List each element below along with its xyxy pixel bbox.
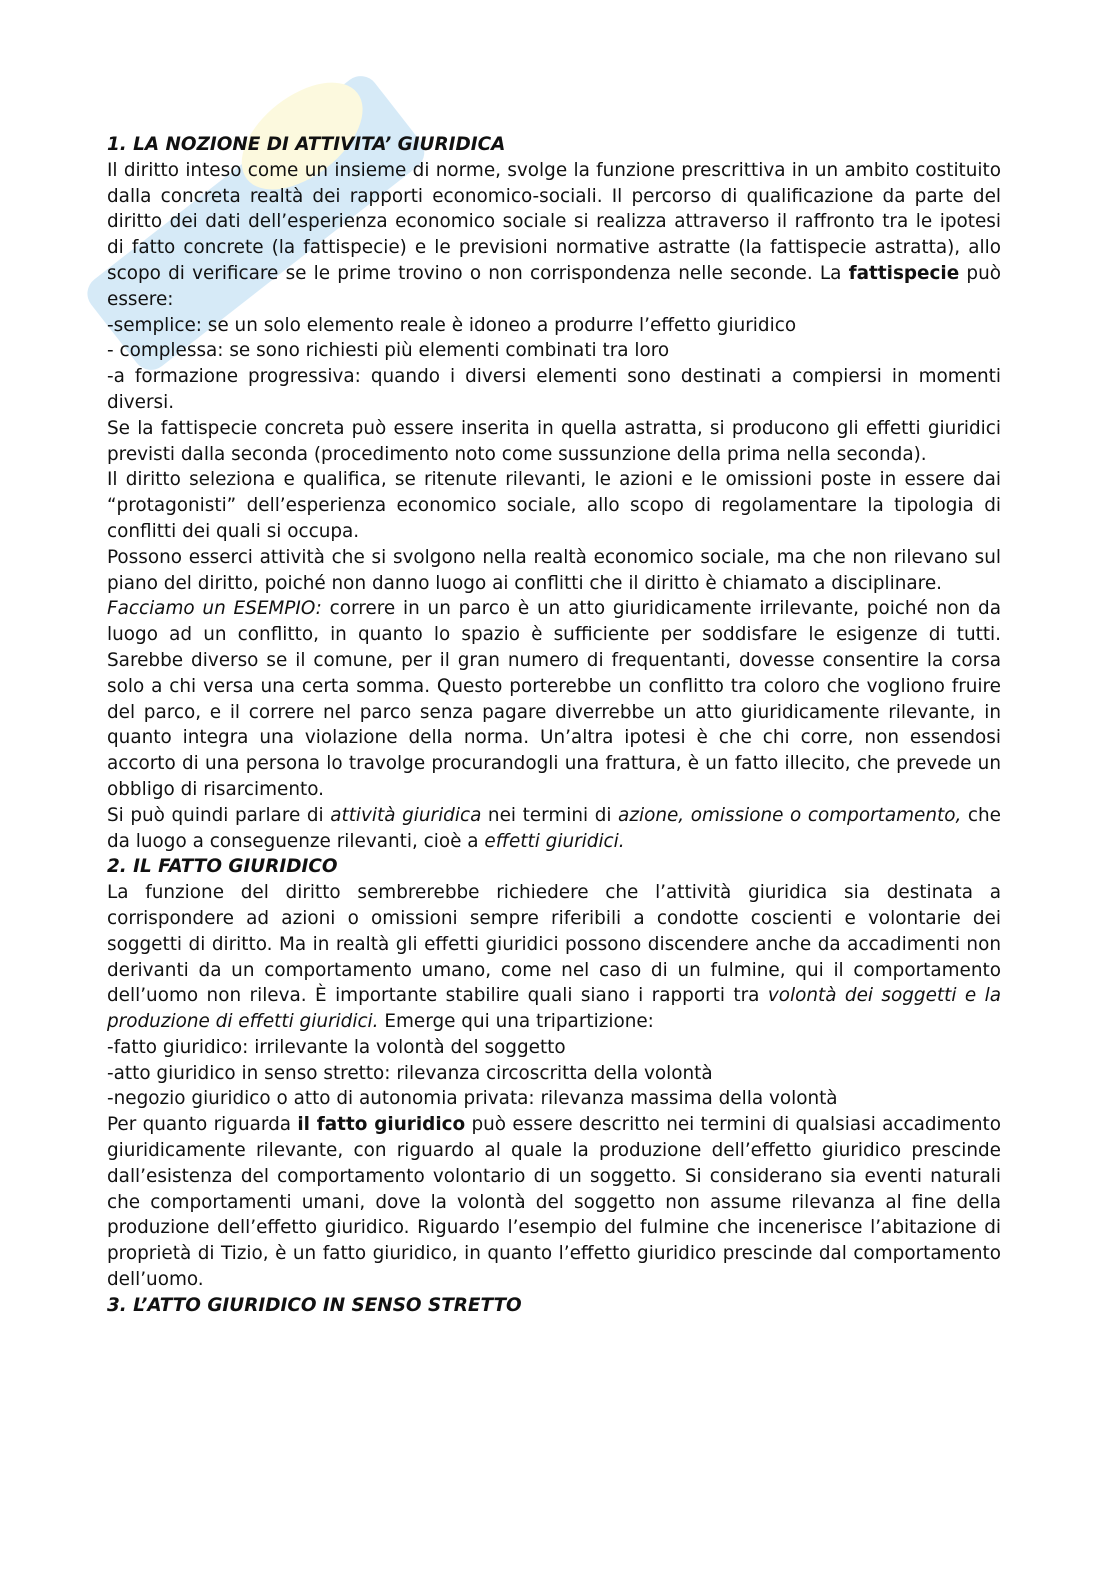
- fattispecie-list-item: -a formazione progressiva: quando i diversi elementi sono destinati a compiersi in momenti diversi.: [107, 366, 1001, 413]
- tripartizione-list-item: -negozio giuridico o atto di autonomia privata: rilevanza massima della volontà: [107, 1088, 838, 1110]
- section-2-paragraph-1: La funzione del diritto sembrerebbe richiedere che l’attività giuridica sia destinata a corrispondere ad azioni o omissioni sempre riferibili a condotte coscienti e volontarie dei soggetti di diritto. Ma in realtà gli effetti giuridici possono discendere anche da accadimenti non derivanti da un comportamento umano, come nel caso di un fulmine, qui il comportamento dell’uomo non rileva. È importante stabilire quali siano i rapporti tra volontà dei soggetti e la produzione di effetti giuridici. Emerge qui una tripartizione:: [107, 882, 1001, 1033]
- section-1-example: Facciamo un ESEMPIO: correre in un parco è un atto giuridicamente irrilevante, poiché non da luogo ad un conflitto, in quanto lo spazio è sufficiente per soddisfare le esigenze di tutti. Sarebbe diverso se il comune, per il gran numero di frequentanti, dovesse consentire la corsa solo a chi versa una certa somma. Questo porterebbe un conflitto tra coloro che vogliono fruire del parco, e il correre nel parco senza pagare diverrebbe un atto giuridicamente rilevante, in quanto integra una violazione della norma. Un’altra ipotesi è che chi corre, non essendosi accorto di una persona lo travolge procurandogli una frattura, è un fatto illecito, che prevede un obbligo di risarcimento.: [107, 598, 1001, 800]
- section-2-paragraph-2: Per quanto riguarda il fatto giuridico può essere descritto nei termini di qualsiasi accadimento giuridicamente rilevante, con riguardo al quale la produzione dell’effetto giuridico prescinde dall’esistenza del comportamento volontario di un soggetto. Si considerano sia eventi naturali che comportamenti umani, dove la volontà del soggetto non assume rilevanza al fine della produzione dell’effetto giuridico. Riguardo l’esempio del fulmine che incenerisce l’abitazione di proprietà di Tizio, è un fatto giuridico, in quanto l’effetto giuridico prescinde dal comportamento dell’uomo.: [107, 1114, 1001, 1291]
- tripartizione-list-item: -fatto giuridico: irrilevante la volontà del soggetto: [107, 1036, 566, 1058]
- section-1-paragraph-1: Il diritto inteso come un insieme di norme, svolge la funzione prescrittiva in un ambito costituito dalla concreta realtà dei rapporti economico-sociali. Il percorso di qualificazione da parte del diritto dei dati dell’esperienza economico sociale si realizza attraverso il raffronto tra le ipotesi di fatto concrete (la fattispecie) e le previsioni normative astratte (la fattispecie astratta), allo scopo di verificare se le prime trovino o non corrispondenza nelle seconde. La fattispecie può essere:: [107, 159, 1001, 310]
- section-1-paragraph-2: Se la fattispecie concreta può essere inserita in quella astratta, si producono gli effetti giuridici previsti dalla seconda (procedimento noto come sussunzione della prima nella seconda).: [107, 417, 1001, 465]
- tripartizione-list-item: -atto giuridico in senso stretto: rilevanza circoscritta della volontà: [107, 1062, 713, 1084]
- section-1-paragraph-3: Il diritto seleziona e qualifica, se ritenute rilevanti, le azioni e le omissioni poste in essere dai “protagonisti” dell’esperienza economico sociale, allo scopo di regolamentare la tipologia di conflitti dei quali si occupa.: [107, 469, 1001, 542]
- fattispecie-list-item: - complessa: se sono richiesti più elementi combinati tra loro: [107, 340, 670, 362]
- document-body: [107, 132, 1001, 1319]
- section-1-conclusion: Si può quindi parlare di attività giuridica nei termini di azione, omissione o comportamento, che da luogo a conseguenze rilevanti, cioè a effetti giuridici.: [107, 804, 1001, 852]
- fattispecie-list-item: -semplice: se un solo elemento reale è idoneo a produrre l’effetto giuridico: [107, 314, 797, 336]
- section-1-heading: 1. LA NOZIONE DI ATTIVITA’ GIURIDICA: [107, 134, 506, 155]
- section-1-paragraph-4: Possono esserci attività che si svolgono nella realtà economico sociale, ma che non rilevano sul piano del diritto, poiché non danno luogo ai conflitti che il diritto è chiamato a disciplinare.: [107, 546, 1001, 594]
- section-3-heading: 3. L’ATTO GIURIDICO IN SENSO STRETTO: [107, 1294, 522, 1316]
- section-2-heading: 2. IL FATTO GIURIDICO: [107, 856, 338, 878]
